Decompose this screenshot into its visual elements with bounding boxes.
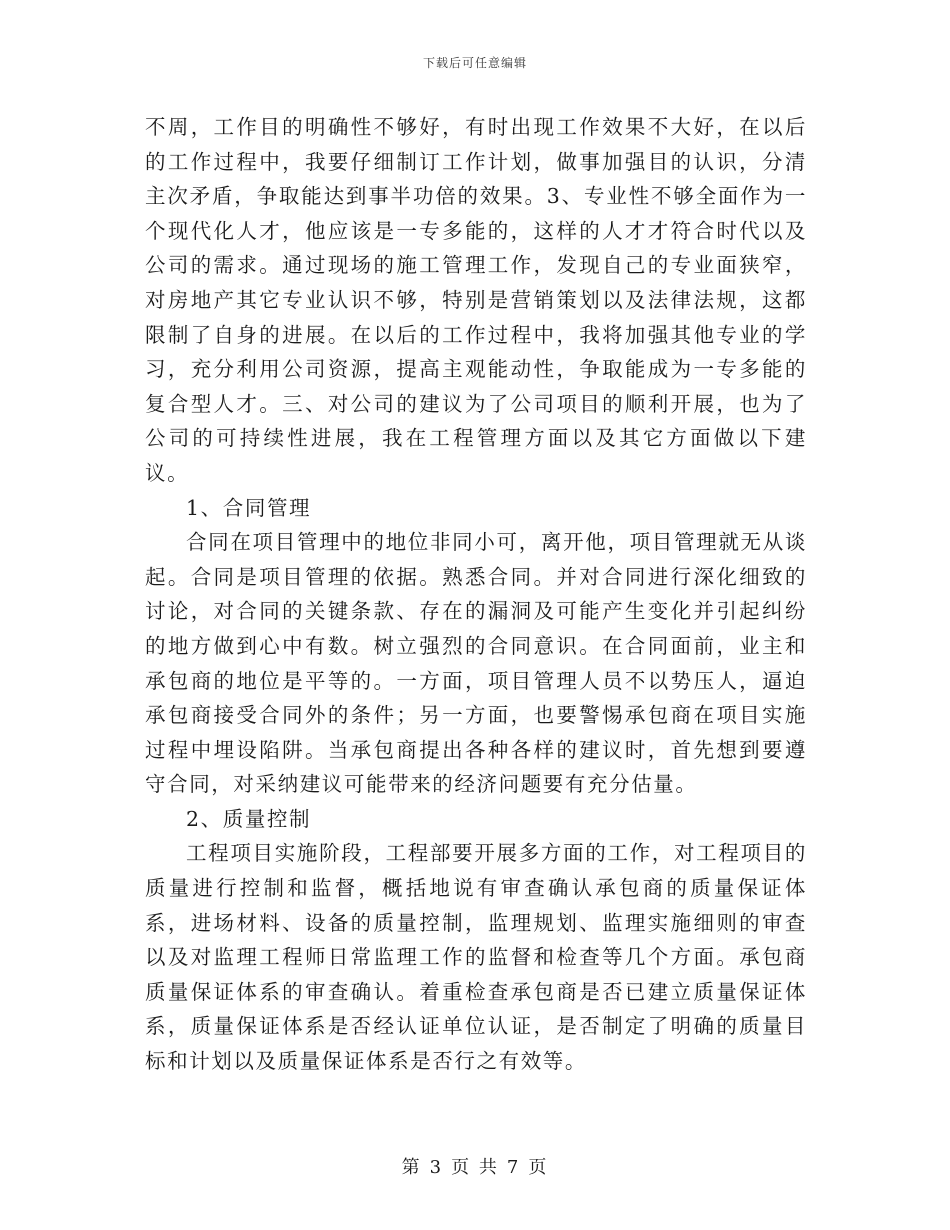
- footer-prefix: 第: [401, 1157, 422, 1178]
- page-header: 下载后可任意编辑: [422, 56, 527, 70]
- footer-current-page: 3: [429, 1157, 444, 1178]
- footer-middle: 页 共: [451, 1157, 499, 1178]
- section-heading-contract-management: 1、合同管理: [186, 495, 312, 520]
- page-footer: [0, 1153, 950, 1179]
- paragraph-quality-control: 工程项目实施阶段，工程部要开展多方面的工作，对工程项目的质量进行控制和监督，概括地说有审查确认承包商的质量保证体系，进场材料、设备的质量控制，监理规划、监理实施细则的审查以及对监理工程师日常监理工作的监督和检查等几个方面。承包商质量保证体系的审查确认。着重检查承包商是否已建立质量保证体系，质量保证体系是否经认证单位认证，是否制定了明确的质量目标和计划以及质量保证体系是否行之有效等。: [145, 841, 807, 1074]
- paragraph-continuation: 不周，工作目的明确性不够好，有时出现工作效果不大好，在以后的工作过程中，我要仔细制订工作计划，做事加强目的认识，分清主次矛盾，争取能达到事半功倍的效果。3、专业性不够全面作为一个现代化人才，他应该是一专多能的，这样的人才才符合时代以及公司的需求。通过现场的施工管理工作，发现自己的专业面狭窄，对房地产其它专业认识不够，特别是营销策划以及法律法规，这都限制了自身的进展。在以后的工作过程中，我将加强其他专业的学习，充分利用公司资源，提高主观能动性，争取能成为一专多能的复合型人才。三、对公司的建议为了公司项目的顺利开展，也为了公司的可持续性进展，我在工程管理方面以及其它方面做以下建议。: [145, 115, 807, 485]
- document-body: [145, 110, 807, 1079]
- paragraph-contract-management: 合同在项目管理中的地位非同小可，离开他，项目管理就无从谈起。合同是项目管理的依据。熟悉合同。并对合同进行深化细致的讨论，对合同的关键条款、存在的漏洞及可能产生变化并引起纠纷的地方做到心中有数。树立强烈的合同意识。在合同面前，业主和承包商的地位是平等的。一方面，项目管理人员不以势压人，逼迫承包商接受合同外的条件；另一方面，也要警惕承包商在项目实施过程中埋设陷阱。当承包商提出各种各样的建议时，首先想到要遵守合同，对采纳建议可能带来的经济问题要有充分估量。: [145, 530, 807, 797]
- section-heading-quality-control: 2、质量控制: [186, 806, 312, 831]
- footer-suffix: 页: [528, 1157, 549, 1178]
- footer-total-pages: 7: [506, 1157, 521, 1178]
